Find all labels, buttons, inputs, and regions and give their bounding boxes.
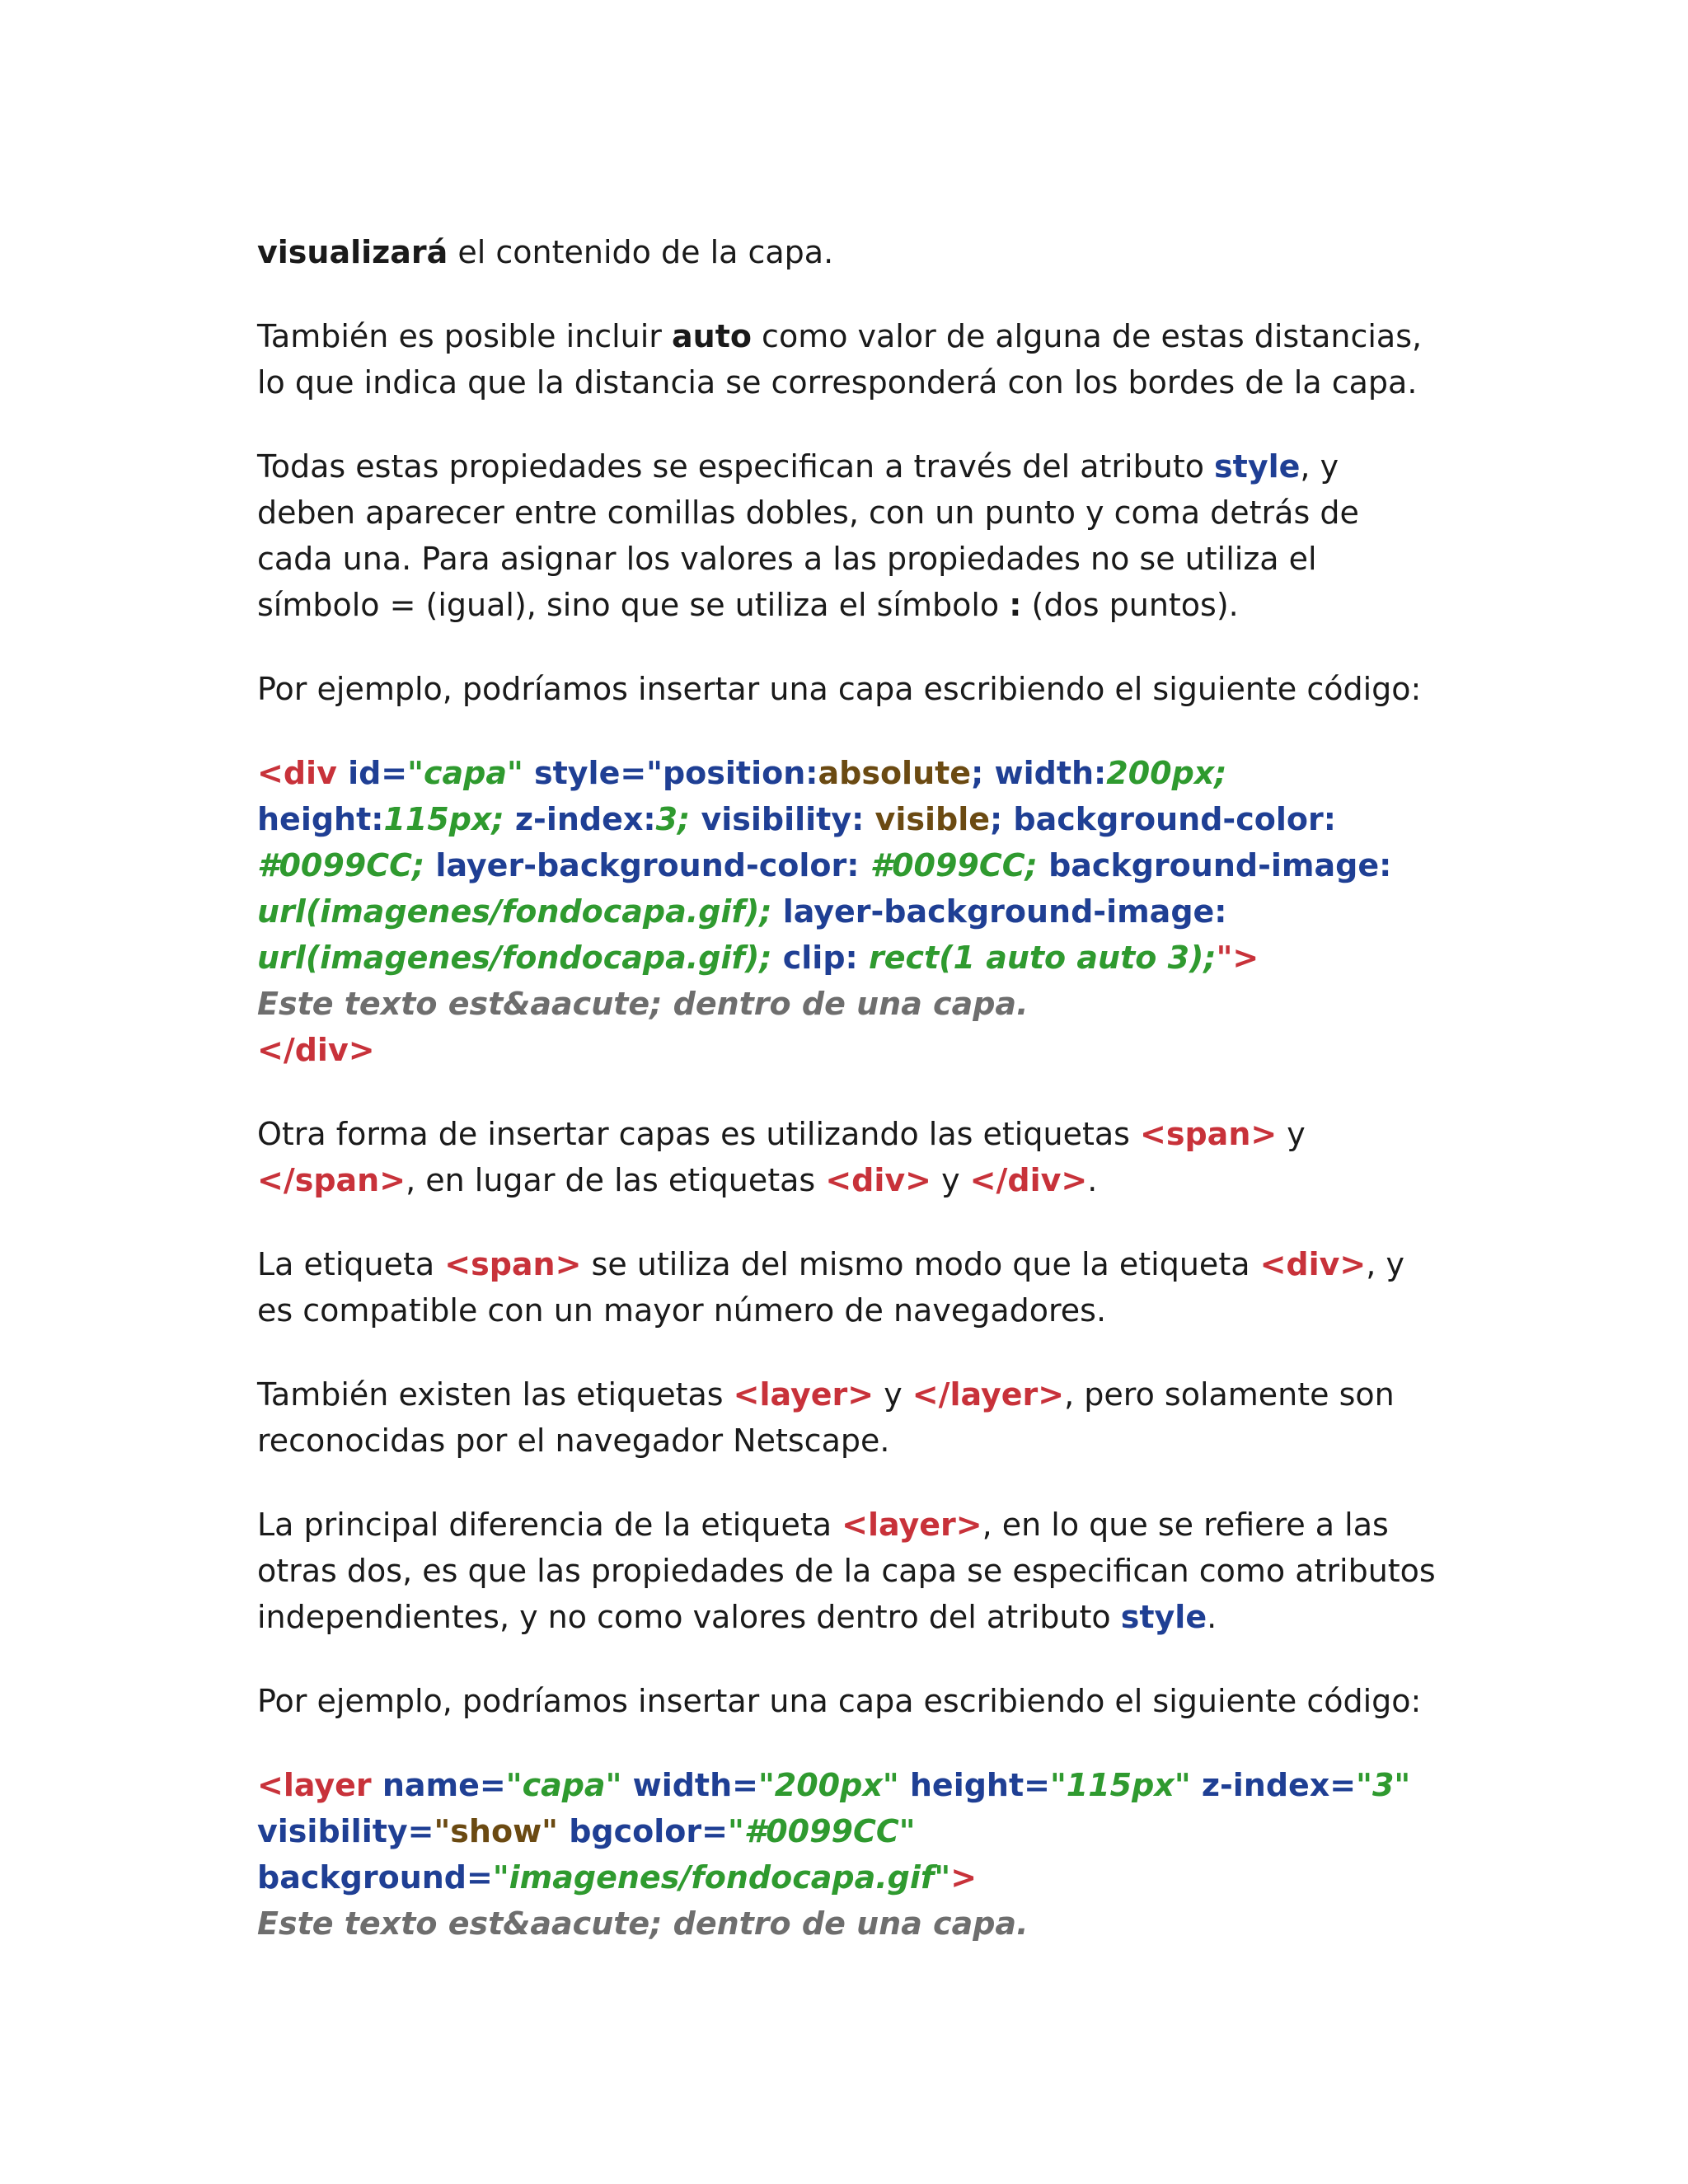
paragraph-9: Por ejemplo, podríamos insertar una capa escribiendo el siguiente código: [257,1683,1422,1719]
code-example-layer: <layer name="capa" width="200px" height="115px" z-index="3" visibility="show" bgcolor="#0099CC" background="imagenes/fondocapa.gif"> Este texto est&aacute; dentro de una capa. [257,1767,1411,1942]
closing-div-tag: </div> [257,1032,375,1068]
code-inner-text: Este texto est&aacute; dentro de una capa. [257,986,1029,1022]
paragraph-4: Por ejemplo, podríamos insertar una capa escribiendo el siguiente código: [257,671,1422,707]
paragraph-7: También existen las etiquetas <layer> y </layer>, pero solamente son reconocidas por el navegador Netscape. [257,1376,1395,1459]
paragraph-3: Todas estas propiedades se especifican a través del atributo style, y deben aparecer entre comillas dobles, con un punto y coma detrás de cada una. Para asignar los valores a las propiedades no se utiliza el símbolo = (igual), sino que se utiliza el símbolo : (dos puntos). [257,448,1359,623]
paragraph-8: La principal diferencia de la etiqueta <layer>, en lo que se refiere a las otras dos, es que las propiedades de la capa se especifican como atributos independientes, y no como valores dentro del atributo style. [257,1507,1436,1635]
document-page [257,229,1444,1985]
paragraph-2: También es posible incluir auto como valor de alguna de estas distancias, lo que indica que la distancia se corresponderá con los bordes de la capa. [257,318,1423,401]
code-example-div: <div id="capa" style="position:absolute; width:200px; height:115px; z-index:3; visibility: visible; background-color: #0099CC; layer-background-color: #0099CC; background-image: url(imagenes/fondocapa.gif); layer-background-image: url(imagenes/fondocapa.gif); clip: rect(1 auto auto 3);"> Este texto est&aacute; dentro de una capa. </div> [257,755,1392,1068]
code-inner-text-2: Este texto est&aacute; dentro de una capa. [257,1905,1029,1942]
paragraph-1: visualizará el contenido de la capa. [257,234,834,270]
paragraph-5: Otra forma de insertar capas es utilizando las etiquetas <span> y </span>, en lugar de las etiquetas <div> y </div>. [257,1116,1306,1198]
paragraph-6: La etiqueta <span> se utiliza del mismo modo que la etiqueta <div>, y es compatible con un mayor número de navegadores. [257,1246,1404,1329]
